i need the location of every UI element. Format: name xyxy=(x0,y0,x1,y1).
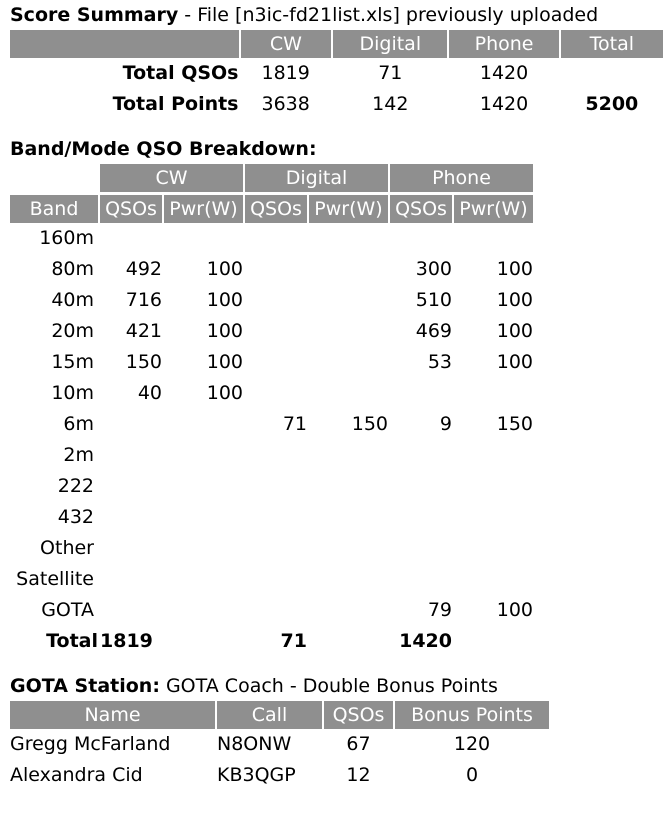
digital-pwr xyxy=(309,440,388,471)
digital-pwr xyxy=(309,254,388,285)
cw-qsos xyxy=(100,440,162,471)
cw-pwr xyxy=(164,502,243,533)
digital-pwr xyxy=(309,564,388,595)
cw-qsos xyxy=(100,409,162,440)
score-cw-value: 1819 xyxy=(261,62,310,84)
gota-header-qsos: QSOs xyxy=(324,701,393,729)
breakdown-row xyxy=(10,223,533,254)
cw-pwr: 100 xyxy=(206,320,243,342)
cw-pwr xyxy=(164,564,243,595)
gota-row xyxy=(10,760,549,791)
phone-qsos xyxy=(390,471,452,502)
gota-call: KB3QGP xyxy=(217,764,296,786)
breakdown-total-cw: 1819 xyxy=(100,630,153,652)
breakdown-group-cw: CW xyxy=(100,164,243,192)
phone-qsos: 79 xyxy=(427,599,452,621)
cw-pwr xyxy=(164,533,243,564)
digital-pwr xyxy=(309,378,388,409)
breakdown-row xyxy=(10,254,533,285)
band-label: 20m xyxy=(51,320,94,342)
breakdown-group-phone: Phone xyxy=(390,164,533,192)
score-total-value: 5200 xyxy=(585,93,639,115)
digital-pwr xyxy=(309,502,388,533)
cw-pwr: 100 xyxy=(206,289,243,311)
breakdown-header-cw-qsos: QSOs xyxy=(100,192,162,223)
breakdown-header-band: Band xyxy=(10,192,98,223)
cw-qsos xyxy=(100,502,162,533)
phone-pwr xyxy=(454,378,533,409)
cw-qsos xyxy=(100,564,162,595)
band-label: 40m xyxy=(51,289,94,311)
phone-qsos xyxy=(390,564,452,595)
breakdown-group-digital: Digital xyxy=(245,164,388,192)
phone-qsos: 9 xyxy=(439,413,452,435)
cw-qsos xyxy=(100,533,162,564)
breakdown-title: Band/Mode QSO Breakdown: xyxy=(10,138,317,160)
digital-qsos xyxy=(245,440,307,471)
phone-pwr: 100 xyxy=(496,320,533,342)
gota-row xyxy=(10,729,549,760)
band-label: Other xyxy=(40,537,94,559)
breakdown-total-label: Total xyxy=(46,630,98,652)
cw-pwr xyxy=(164,223,243,254)
phone-pwr: 100 xyxy=(496,258,533,280)
score-header-phone: Phone xyxy=(449,30,558,58)
phone-qsos xyxy=(390,533,452,564)
cw-pwr xyxy=(164,471,243,502)
breakdown-header-digital-pwr: Pwr(W) xyxy=(309,192,388,223)
cw-qsos xyxy=(100,595,162,626)
score-row-label: Total QSOs xyxy=(122,62,239,84)
phone-pwr xyxy=(454,440,533,471)
digital-pwr xyxy=(309,471,388,502)
breakdown-row xyxy=(10,316,533,347)
breakdown-row xyxy=(10,595,533,626)
score-total-value xyxy=(561,58,663,89)
phone-qsos: 510 xyxy=(415,289,452,311)
cw-qsos: 492 xyxy=(125,258,162,280)
cw-pwr: 100 xyxy=(206,258,243,280)
gota-call: N8ONW xyxy=(217,733,292,755)
phone-pwr xyxy=(454,533,533,564)
score-summary-subtitle: - File [n3ic-fd21list.xls] previously uploaded xyxy=(178,4,599,26)
cw-qsos: 716 xyxy=(125,289,162,311)
breakdown-header-phone-pwr: Pwr(W) xyxy=(454,192,533,223)
breakdown-row xyxy=(10,471,533,502)
breakdown-header-phone-qsos: QSOs xyxy=(390,192,452,223)
digital-pwr xyxy=(309,285,388,316)
score-header-cw: CW xyxy=(241,30,332,58)
phone-qsos: 53 xyxy=(427,351,452,373)
phone-pwr: 100 xyxy=(496,351,533,373)
breakdown-row xyxy=(10,440,533,471)
breakdown-header-digital-qsos: QSOs xyxy=(245,192,307,223)
digital-qsos xyxy=(245,378,307,409)
breakdown-row xyxy=(10,347,533,378)
cw-qsos xyxy=(100,223,162,254)
gota-bonus: 0 xyxy=(465,764,479,786)
gota-name: Gregg McFarland xyxy=(10,733,171,755)
gota-header-bonus: Bonus Points xyxy=(395,701,549,729)
phone-pwr xyxy=(454,223,533,254)
phone-qsos: 469 xyxy=(415,320,452,342)
gota-title: GOTA Station: xyxy=(10,675,160,697)
band-label: 160m xyxy=(39,227,94,249)
band-label: 432 xyxy=(57,506,94,528)
score-row-label: Total Points xyxy=(112,93,239,115)
band-label: GOTA xyxy=(41,599,94,621)
phone-pwr: 150 xyxy=(496,413,533,435)
score-header-blank xyxy=(10,30,239,58)
digital-qsos xyxy=(245,223,307,254)
score-summary-title: Score Summary xyxy=(10,4,179,26)
cw-pwr xyxy=(164,409,243,440)
gota-qsos: 67 xyxy=(346,733,371,755)
digital-qsos xyxy=(245,564,307,595)
breakdown-row xyxy=(10,285,533,316)
band-label: 222 xyxy=(57,475,94,497)
digital-qsos xyxy=(245,502,307,533)
breakdown-row xyxy=(10,409,533,440)
digital-qsos xyxy=(245,316,307,347)
phone-pwr xyxy=(454,564,533,595)
phone-pwr xyxy=(454,502,533,533)
band-label: Satellite xyxy=(16,568,94,590)
band-label: 15m xyxy=(51,351,94,373)
score-phone-value: 1420 xyxy=(479,62,529,84)
score-cw-value: 3638 xyxy=(261,93,310,115)
score-summary-heading xyxy=(10,0,665,30)
gota-heading xyxy=(10,671,665,701)
phone-pwr xyxy=(454,471,533,502)
cw-pwr: 100 xyxy=(206,382,243,404)
cw-qsos: 40 xyxy=(137,382,162,404)
digital-pwr xyxy=(309,223,388,254)
digital-pwr xyxy=(309,533,388,564)
gota-qsos: 12 xyxy=(346,764,371,786)
breakdown-row xyxy=(10,378,533,409)
band-label: 2m xyxy=(63,444,94,466)
breakdown-table xyxy=(8,164,535,657)
band-label: 10m xyxy=(51,382,94,404)
digital-qsos xyxy=(245,533,307,564)
gota-subtitle: GOTA Coach - Double Bonus Points xyxy=(159,675,498,697)
gota-header-call: Call xyxy=(217,701,322,729)
gota-bonus: 120 xyxy=(453,733,491,755)
cw-qsos: 421 xyxy=(125,320,162,342)
cw-pwr xyxy=(164,440,243,471)
breakdown-total-phone: 1420 xyxy=(399,630,452,652)
gota-table xyxy=(8,701,551,791)
digital-pwr xyxy=(309,316,388,347)
page xyxy=(10,0,665,791)
phone-qsos xyxy=(390,378,452,409)
digital-pwr xyxy=(309,347,388,378)
breakdown-total-digital: 71 xyxy=(280,630,307,652)
score-row-points xyxy=(10,89,663,120)
breakdown-group-blank xyxy=(10,164,98,192)
score-row-qsos xyxy=(10,58,663,89)
cw-qsos xyxy=(100,471,162,502)
digital-qsos xyxy=(245,285,307,316)
cw-qsos: 150 xyxy=(125,351,162,373)
breakdown-row xyxy=(10,564,533,595)
score-digital-value: 71 xyxy=(378,62,403,84)
score-header-digital: Digital xyxy=(333,30,447,58)
band-label: 6m xyxy=(63,413,94,435)
digital-qsos xyxy=(245,471,307,502)
score-summary-table xyxy=(8,30,665,120)
digital-pwr: 150 xyxy=(351,413,388,435)
phone-qsos: 300 xyxy=(415,258,452,280)
breakdown-row xyxy=(10,502,533,533)
score-header-total: Total xyxy=(561,30,663,58)
digital-qsos xyxy=(245,347,307,378)
breakdown-total-row xyxy=(10,626,533,657)
breakdown-row xyxy=(10,533,533,564)
score-phone-value: 1420 xyxy=(479,93,529,115)
phone-pwr: 100 xyxy=(496,289,533,311)
digital-pwr xyxy=(309,595,388,626)
band-label: 80m xyxy=(51,258,94,280)
score-digital-value: 142 xyxy=(372,93,409,115)
cw-pwr: 100 xyxy=(206,351,243,373)
gota-name: Alexandra Cid xyxy=(10,764,143,786)
digital-qsos xyxy=(245,254,307,285)
digital-qsos: 71 xyxy=(282,413,307,435)
phone-qsos xyxy=(390,223,452,254)
phone-pwr: 100 xyxy=(496,599,533,621)
phone-qsos xyxy=(390,502,452,533)
phone-qsos xyxy=(390,440,452,471)
gota-header-name: Name xyxy=(10,701,215,729)
breakdown-header-cw-pwr: Pwr(W) xyxy=(164,192,243,223)
cw-pwr xyxy=(164,595,243,626)
digital-qsos xyxy=(245,595,307,626)
